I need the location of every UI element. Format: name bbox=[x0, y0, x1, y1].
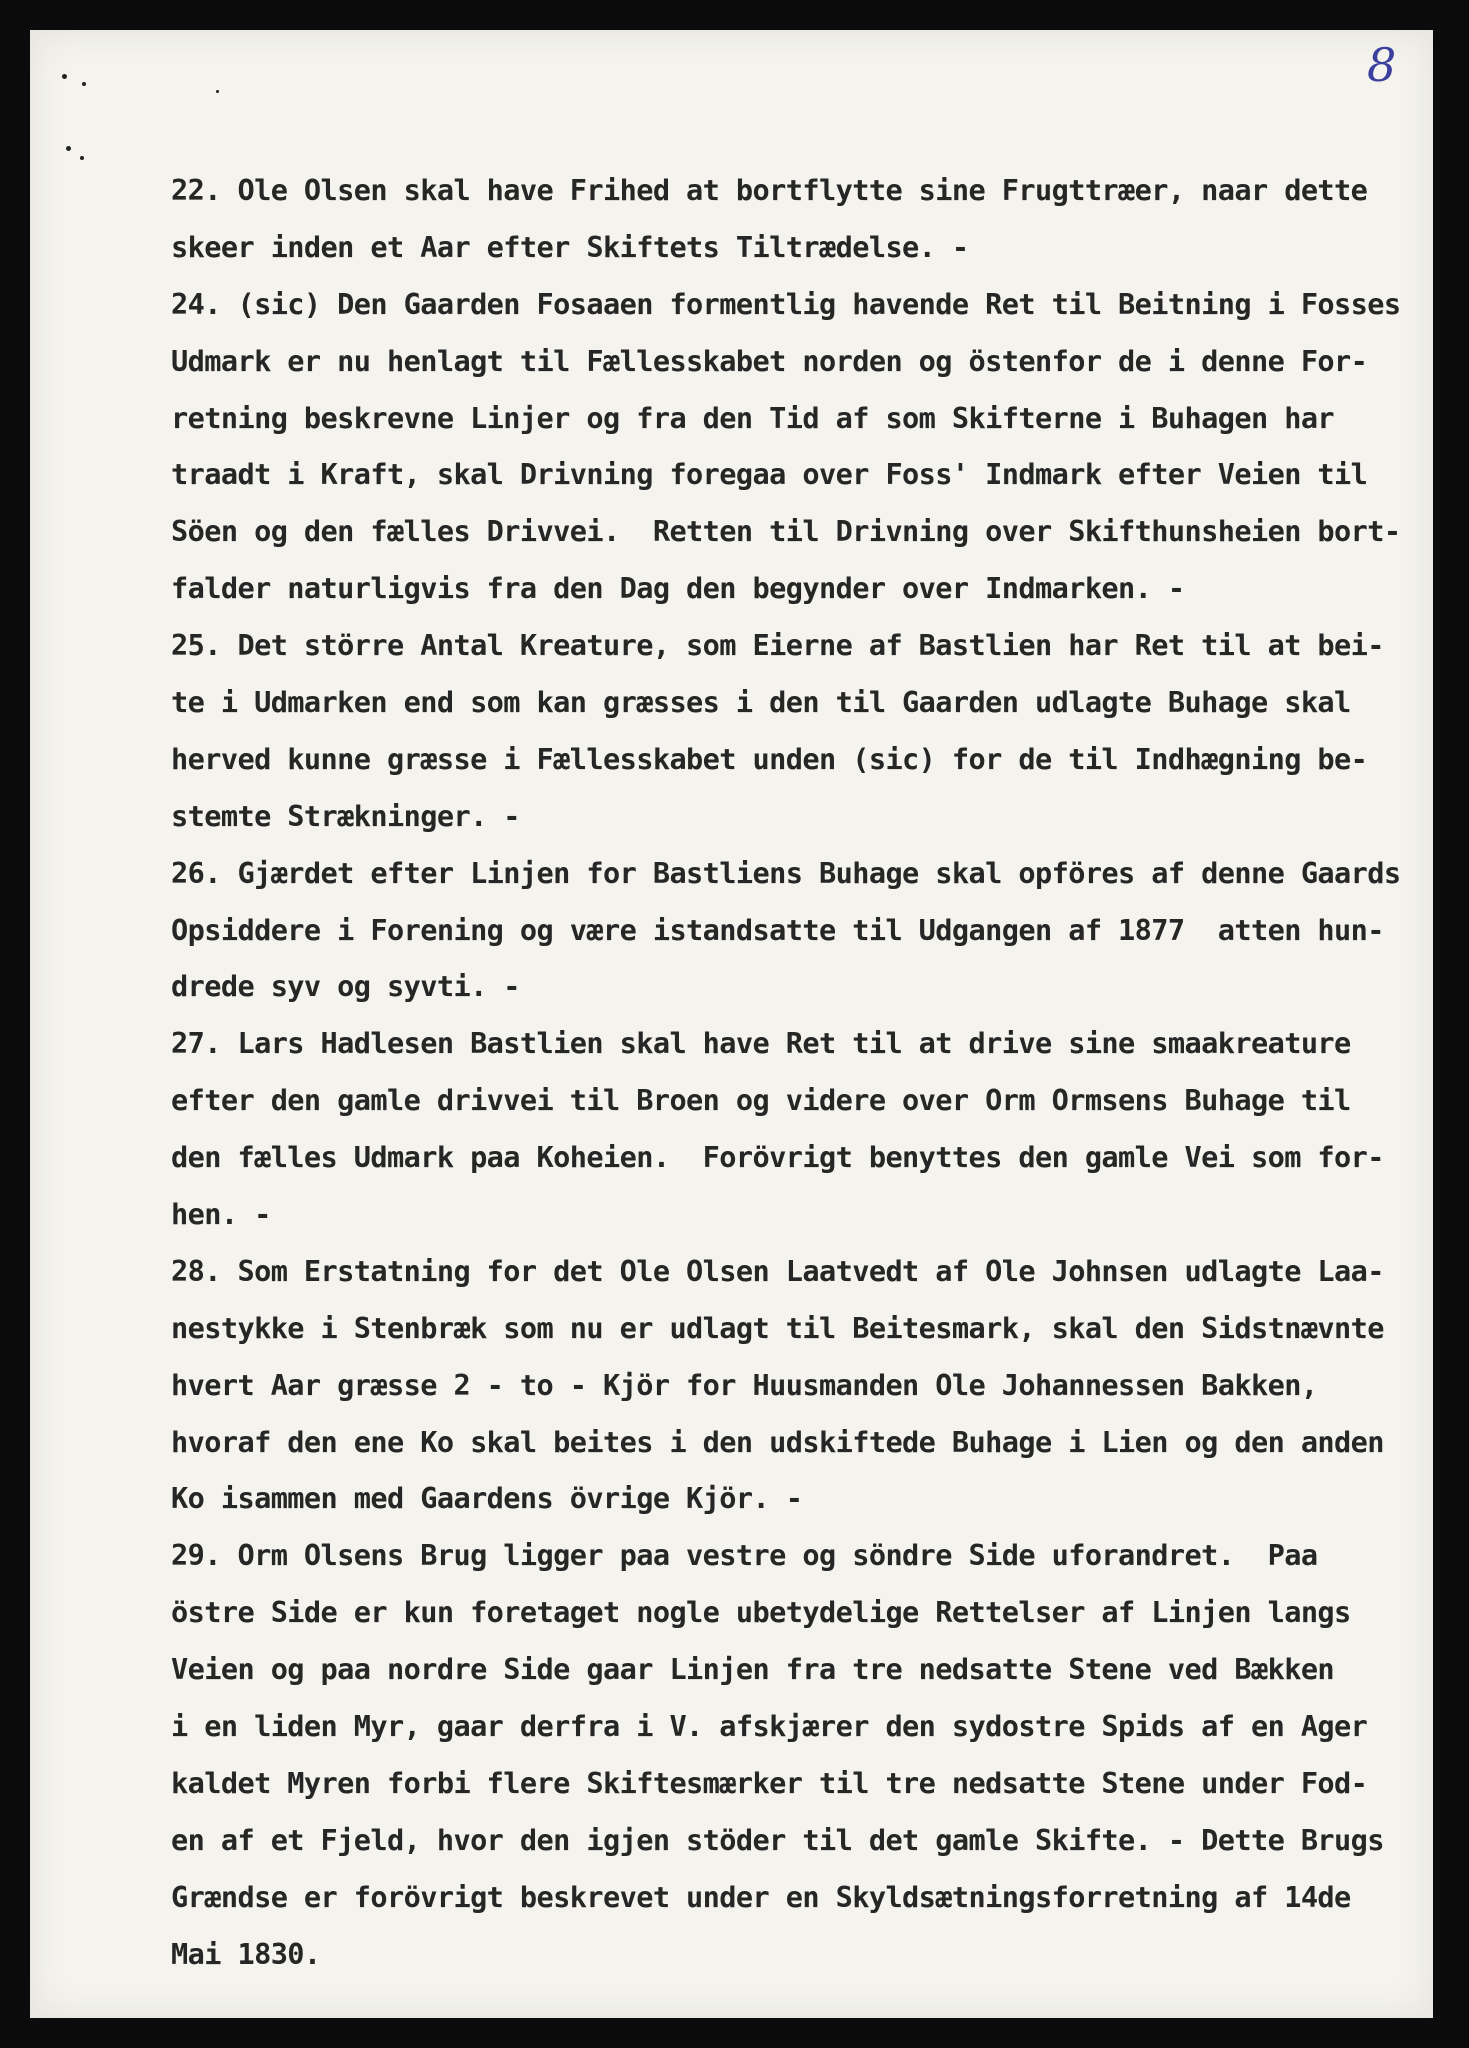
text-line: 24. (sic) Den Gaarden Fosaaen formentlig havende Ret til Beitning i Fosses bbox=[171, 286, 1401, 321]
text-line: efter den gamle drivvei til Broen og videre over Orm Ormsens Buhage til bbox=[171, 1083, 1351, 1118]
text-line: en af et Fjeld, hvor den igjen stöder til det gamle Skifte. - Dette Brugs bbox=[171, 1822, 1384, 1857]
text-line: te i Udmarken end som kan græsses i den til Gaarden udlagte Buhage skal bbox=[171, 685, 1351, 720]
text-line: nestykke i Stenbræk som nu er udlagt til Beitesmark, skal den Sidstnævnte bbox=[171, 1310, 1384, 1345]
page-number: 8 bbox=[1367, 38, 1397, 92]
text-line: hen. - bbox=[171, 1197, 271, 1232]
text-line: kaldet Myren forbi flere Skiftesmærker til tre nedsatte Stene under Fod- bbox=[171, 1765, 1368, 1800]
ink-speck bbox=[216, 90, 219, 93]
document-page bbox=[30, 30, 1433, 2018]
text-line: Veien og paa nordre Side gaar Linjen fra tre nedsatte Stene ved Bækken bbox=[171, 1652, 1335, 1687]
text-line: Ko isammen med Gaardens övrige Kjör. - bbox=[171, 1481, 803, 1516]
text-line: i en liden Myr, gaar derfra i V. afskjærer den sydostre Spids af en Ager bbox=[171, 1709, 1368, 1744]
text-line: 26. Gjærdet efter Linjen for Bastliens Buhage skal opföres af denne Gaards bbox=[171, 855, 1401, 890]
text-line: östre Side er kun foretaget nogle ubetydelige Rettelser af Linjen langs bbox=[171, 1595, 1351, 1630]
ink-speck bbox=[80, 156, 84, 160]
ink-speck bbox=[62, 74, 67, 79]
text-line: Söen og den fælles Drivvei. Retten til Drivning over Skifthunsheien bort- bbox=[171, 514, 1401, 549]
text-line: drede syv og syvti. - bbox=[171, 969, 520, 1004]
text-line: retning beskrevne Linjer og fra den Tid af som Skifterne i Buhagen har bbox=[171, 400, 1335, 435]
text-line: Opsiddere i Forening og være istandsatte til Udgangen af 1877 atten hun- bbox=[171, 912, 1384, 947]
text-line: hvert Aar græsse 2 - to - Kjör for Huusmanden Ole Johannessen Bakken, bbox=[171, 1367, 1318, 1402]
text-line: skeer inden et Aar efter Skiftets Tiltrædelse. - bbox=[171, 229, 969, 264]
typed-text-body bbox=[171, 162, 1431, 1983]
text-line: falder naturligvis fra den Dag den begynder over Indmarken. - bbox=[171, 571, 1185, 606]
ink-speck bbox=[66, 146, 71, 151]
text-line: herved kunne græsse i Fællesskabet unden (sic) for de til Indhægning be- bbox=[171, 741, 1368, 776]
text-line: Udmark er nu henlagt til Fællesskabet norden og östenfor de i denne For- bbox=[171, 343, 1368, 378]
text-line: 27. Lars Hadlesen Bastlien skal have Ret til at drive sine smaakreature bbox=[171, 1026, 1351, 1061]
text-line: den fælles Udmark paa Koheien. Forövrigt benyttes den gamle Vei som for- bbox=[171, 1140, 1384, 1175]
ink-speck bbox=[82, 82, 86, 86]
text-line: 22. Ole Olsen skal have Frihed at bortflytte sine Frugttræer, naar dette bbox=[171, 173, 1368, 207]
text-line: hvoraf den ene Ko skal beites i den udskiftede Buhage i Lien og den anden bbox=[171, 1424, 1384, 1459]
text-line: Grændse er forövrigt beskrevet under en Skyldsætningsforretning af 14de bbox=[171, 1879, 1351, 1914]
text-line: stemte Strækninger. - bbox=[171, 798, 520, 833]
text-line: traadt i Kraft, skal Drivning foregaa over Foss' Indmark efter Veien til bbox=[171, 457, 1368, 492]
text-line: 29. Orm Olsens Brug ligger paa vestre og söndre Side uforandret. Paa bbox=[171, 1538, 1318, 1573]
text-line: 25. Det större Antal Kreature, som Eierne af Bastlien har Ret til at bei- bbox=[171, 628, 1384, 663]
text-line: Mai 1830. bbox=[171, 1936, 321, 1971]
text-line: 28. Som Erstatning for det Ole Olsen Laatvedt af Ole Johnsen udlagte Laa- bbox=[171, 1253, 1384, 1288]
